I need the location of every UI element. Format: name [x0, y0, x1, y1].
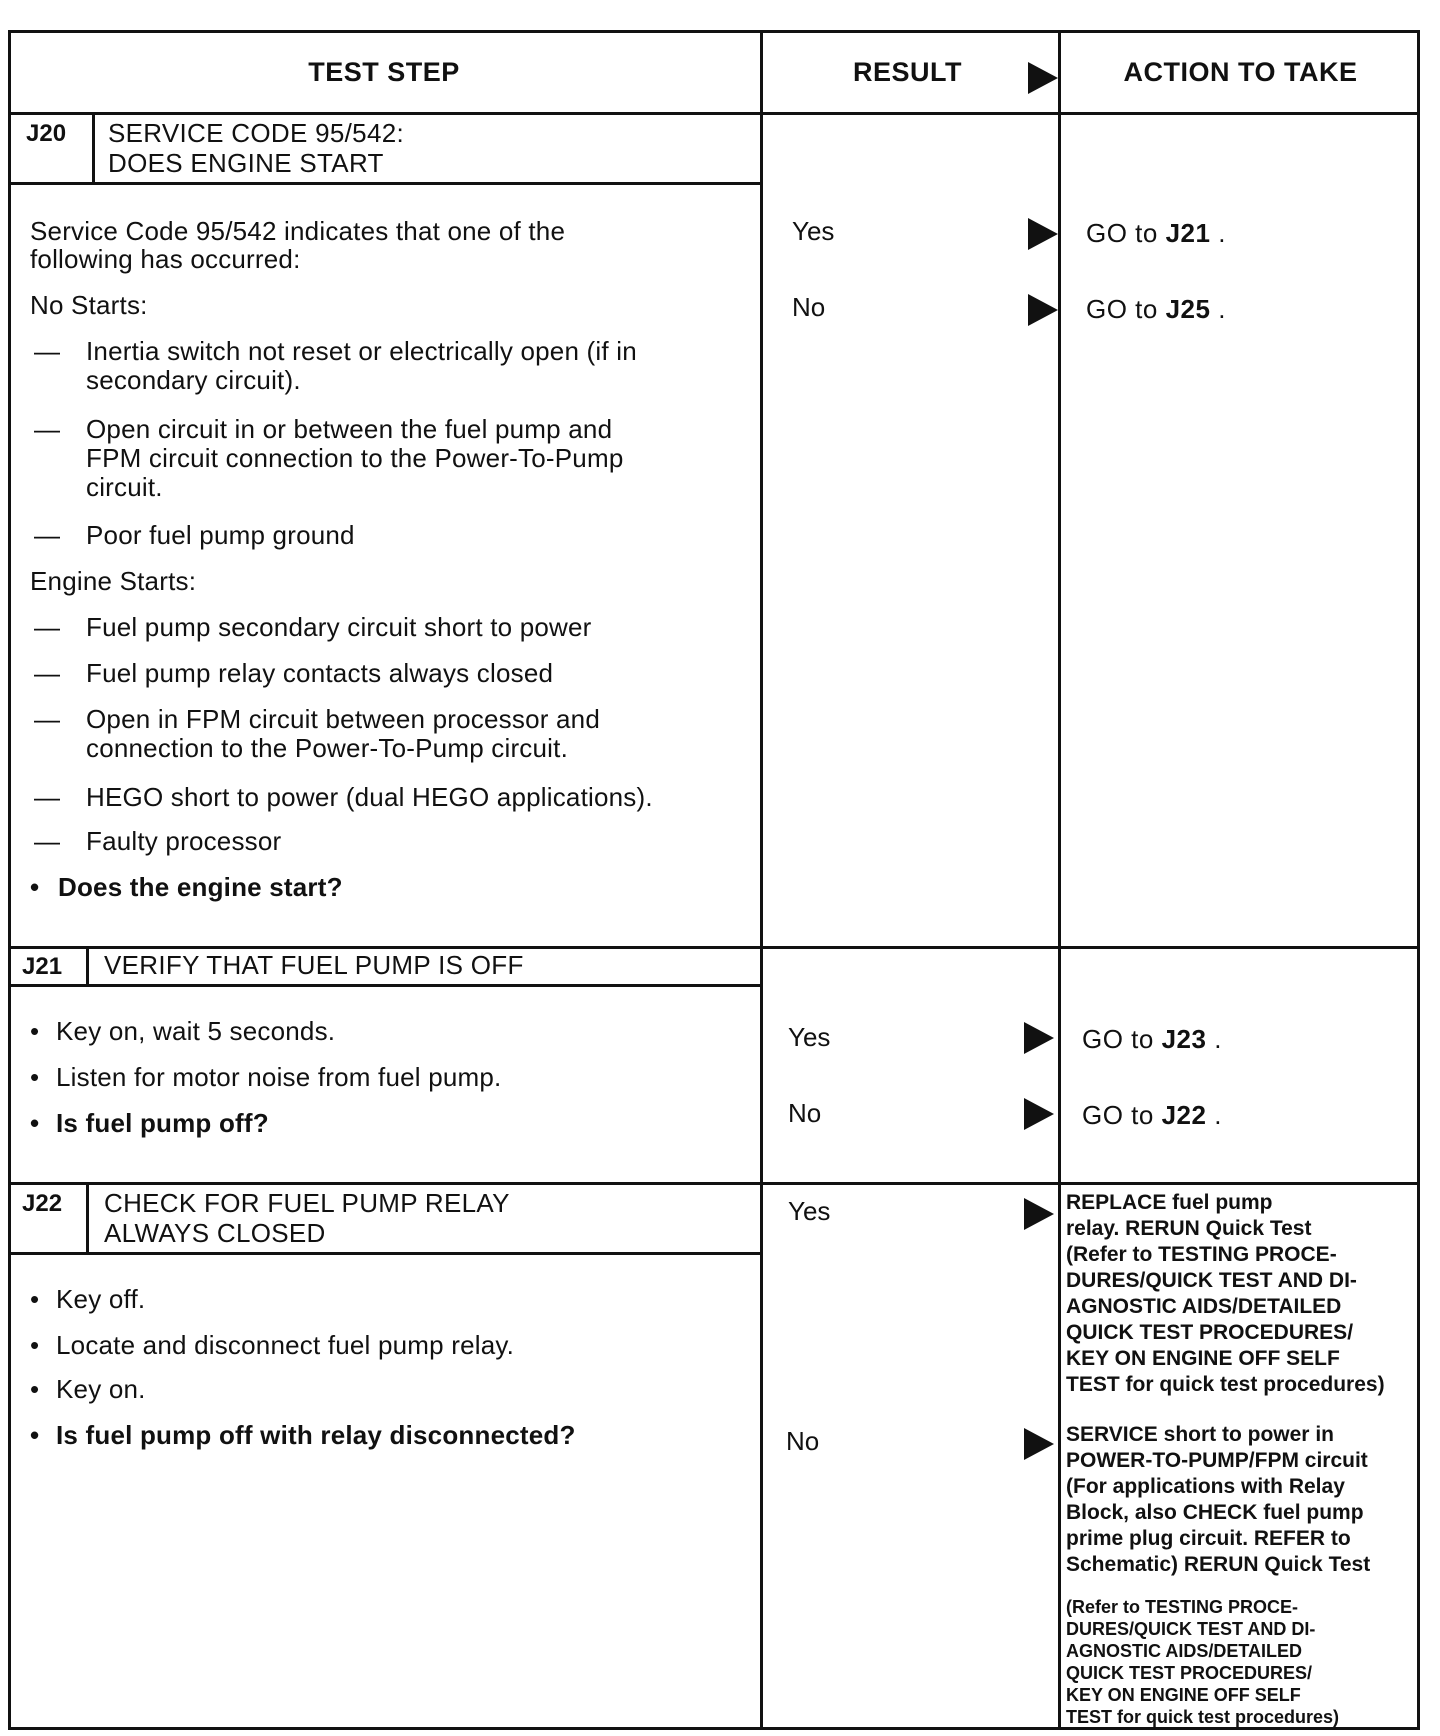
header-action: ACTION TO TAKE: [1123, 56, 1358, 87]
j20-title-line1: SERVICE CODE 95/542:: [108, 118, 404, 148]
j20-item3: Poor fuel pump ground: [86, 520, 355, 550]
j21-action-yes: GO to J23 .: [1082, 1024, 1222, 1054]
j22-step1-bullet: •: [30, 1284, 40, 1314]
j20-item6-dash: —: [34, 704, 60, 734]
j20-action-yes: GO to J21 .: [1086, 218, 1226, 248]
action-line: Schematic) RERUN Quick Test: [1066, 1553, 1371, 1576]
action-line: AGNOSTIC AIDS/DETAILED: [1066, 1295, 1342, 1318]
column-divider-action: [1058, 30, 1061, 1730]
j21-yes-arrow-icon: [1024, 1022, 1054, 1054]
j21-code-divider: [86, 946, 89, 986]
j22-step3: Key on.: [56, 1374, 146, 1404]
j20-no-starts-label: No Starts:: [30, 290, 148, 320]
j20-item3-dash: —: [34, 520, 60, 550]
j22-action-yes: [1066, 1190, 1385, 1398]
j20-action-yes-ref: J21: [1165, 218, 1211, 248]
j21-step1-bullet: •: [30, 1016, 40, 1046]
header-arrow-icon: [1028, 62, 1058, 94]
j20-result-no: No: [792, 292, 826, 322]
j20-item2-line1: Open circuit in or between the fuel pump and: [86, 414, 613, 444]
j20-item6-line2: connection to the Power-To-Pump circuit.: [86, 733, 568, 763]
j20-code-divider: [92, 112, 95, 184]
action-line: DURES/QUICK TEST AND DI-: [1066, 1269, 1357, 1292]
action-line: KEY ON ENGINE OFF SELF: [1066, 1347, 1340, 1370]
action-line: (Refer to TESTING PROCE-: [1066, 1243, 1337, 1266]
j22-title-line2: ALWAYS CLOSED: [104, 1218, 326, 1248]
j20-item2-line2: FPM circuit connection to the Power-To-Pump: [86, 443, 624, 473]
header-test-step: TEST STEP: [308, 56, 460, 87]
j21-j22-divider: [8, 1182, 1420, 1185]
action-note-line: AGNOSTIC AIDS/DETAILED: [1066, 1641, 1303, 1661]
j20-item2-line3: circuit.: [86, 472, 163, 502]
j20-result-yes: Yes: [792, 216, 835, 246]
j20-item4: Fuel pump secondary circuit short to power: [86, 612, 592, 642]
j22-question-bullet: •: [30, 1420, 40, 1450]
j21-step2: Listen for motor noise from fuel pump.: [56, 1062, 502, 1092]
j20-item8-dash: —: [34, 826, 60, 856]
action-note-line: KEY ON ENGINE OFF SELF: [1066, 1685, 1301, 1705]
j20-title-line2: DOES ENGINE START: [108, 148, 384, 178]
action-line: REPLACE fuel pump: [1066, 1191, 1273, 1214]
action-line: POWER-TO-PUMP/FPM circuit: [1066, 1449, 1368, 1472]
j20-item8: Faulty processor: [86, 826, 282, 856]
action-note-line: DURES/QUICK TEST AND DI-: [1066, 1619, 1316, 1639]
action-line: relay. RERUN Quick Test: [1066, 1217, 1312, 1240]
j20-action-no: GO to J25 .: [1086, 294, 1226, 324]
column-divider-result: [760, 30, 763, 1730]
j21-action-no-prefix: GO to: [1082, 1100, 1154, 1130]
action-line: SERVICE short to power in: [1066, 1423, 1334, 1446]
j20-item6-line1: Open in FPM circuit between processor and: [86, 704, 600, 734]
j21-action-no-ref: J22: [1161, 1100, 1207, 1130]
j22-step1: Key off.: [56, 1284, 146, 1314]
j20-item7: HEGO short to power (dual HEGO applications).: [86, 782, 653, 812]
j20-engine-starts-label: Engine Starts:: [30, 566, 197, 596]
j21-step-code: J21: [22, 953, 63, 980]
j20-intro-line1: Service Code 95/542 indicates that one of the: [30, 216, 566, 246]
action-note-line: (Refer to TESTING PROCE-: [1066, 1597, 1299, 1617]
j21-title-divider: [8, 984, 760, 987]
j20-no-arrow-icon: [1028, 294, 1058, 326]
j22-result-no: No: [786, 1426, 820, 1456]
action-line: prime plug circuit. REFER to: [1066, 1527, 1351, 1550]
j20-action-no-prefix: GO to: [1086, 294, 1158, 324]
j21-result-yes: Yes: [788, 1022, 831, 1052]
j22-title-line1: CHECK FOR FUEL PUMP RELAY: [104, 1188, 510, 1218]
j22-step2: Locate and disconnect fuel pump relay.: [56, 1330, 515, 1360]
j20-question: Does the engine start?: [58, 872, 343, 902]
j20-yes-arrow-icon: [1028, 218, 1058, 250]
j22-title-divider: [8, 1252, 760, 1255]
j20-item4-dash: —: [34, 612, 60, 642]
j21-step2-bullet: •: [30, 1062, 40, 1092]
j20-title-divider: [8, 182, 760, 185]
j20-question-bullet: •: [30, 872, 40, 902]
action-note-line: TEST for quick test procedures): [1066, 1707, 1340, 1727]
j20-item5-dash: —: [34, 658, 60, 688]
header-result: RESULT: [853, 56, 962, 87]
j21-result-no: No: [788, 1098, 822, 1128]
j22-yes-arrow-icon: [1024, 1198, 1054, 1230]
j20-j21-divider: [8, 946, 1420, 949]
action-note-line: QUICK TEST PROCEDURES/: [1066, 1663, 1313, 1683]
j20-item7-dash: —: [34, 782, 60, 812]
j20-intro-line2: following has occurred:: [30, 244, 301, 274]
j22-action-no: [1066, 1422, 1370, 1578]
j21-question: Is fuel pump off?: [56, 1108, 269, 1138]
j20-item1-line1: Inertia switch not reset or electrically open (if in: [86, 336, 637, 366]
j22-no-arrow-icon: [1024, 1428, 1054, 1460]
j20-action-yes-prefix: GO to: [1086, 218, 1158, 248]
j21-action-yes-prefix: GO to: [1082, 1024, 1154, 1054]
j21-action-no: GO to J22 .: [1082, 1100, 1222, 1130]
action-line: Block, also CHECK fuel pump: [1066, 1501, 1364, 1524]
j22-result-yes: Yes: [788, 1196, 831, 1226]
j22-question: Is fuel pump off with relay disconnected?: [56, 1420, 576, 1450]
action-line: TEST for quick test procedures): [1066, 1373, 1385, 1396]
j20-step-code: J20: [26, 120, 67, 147]
j20-item5: Fuel pump relay contacts always closed: [86, 658, 554, 688]
j22-code-divider: [86, 1182, 89, 1254]
j21-action-yes-ref: J23: [1161, 1024, 1207, 1054]
j21-question-bullet: •: [30, 1108, 40, 1138]
j22-step-code: J22: [22, 1190, 63, 1217]
action-line: QUICK TEST PROCEDURES/: [1066, 1321, 1354, 1344]
j20-item1-line2: secondary circuit).: [86, 365, 301, 395]
j21-no-arrow-icon: [1024, 1098, 1054, 1130]
j21-step1: Key on, wait 5 seconds.: [56, 1016, 336, 1046]
j20-action-no-ref: J25: [1165, 294, 1211, 324]
j20-item1-dash: —: [34, 336, 60, 366]
action-line: (For applications with Relay: [1066, 1475, 1345, 1498]
j22-action-no-note: [1066, 1596, 1339, 1728]
j22-step3-bullet: •: [30, 1374, 40, 1404]
j21-title: VERIFY THAT FUEL PUMP IS OFF: [104, 950, 524, 980]
j20-item2-dash: —: [34, 414, 60, 444]
j22-step2-bullet: •: [30, 1330, 40, 1360]
